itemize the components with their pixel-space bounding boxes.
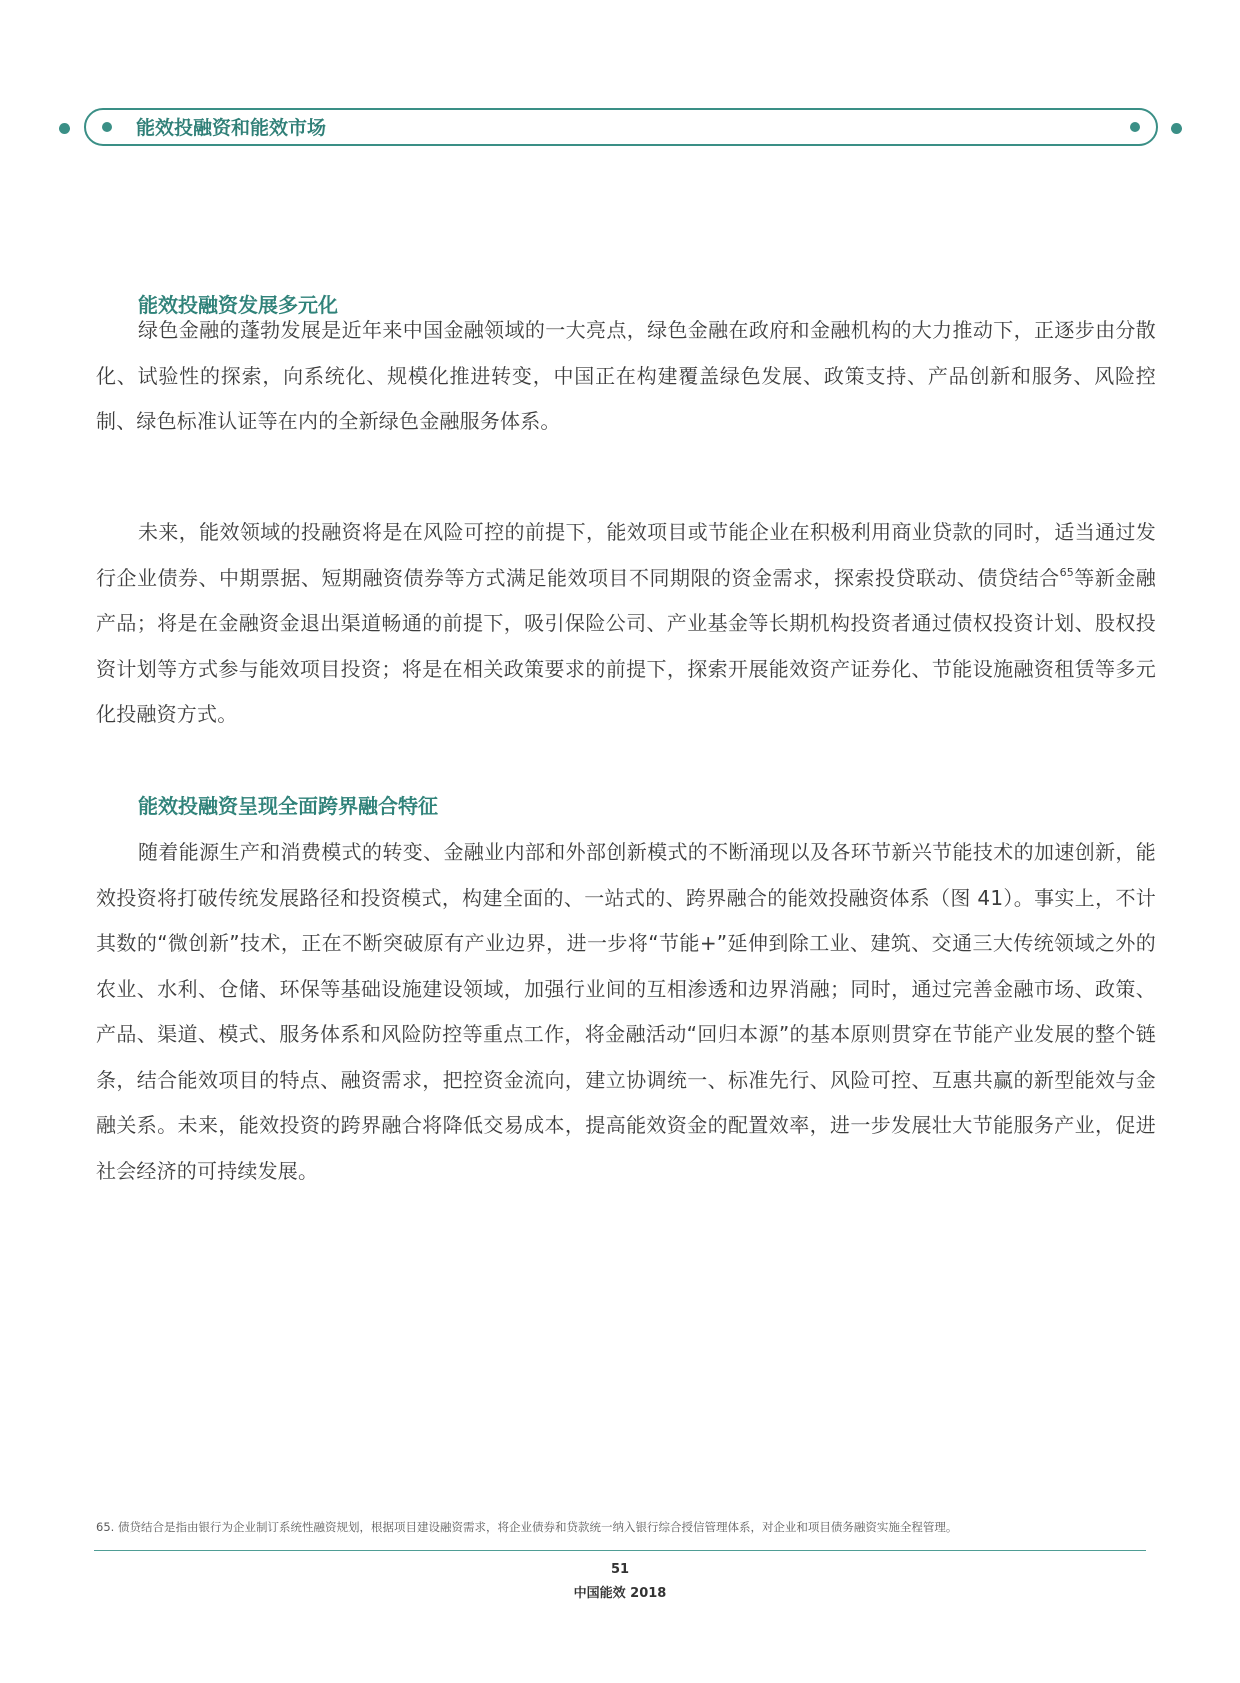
page-number: 51 xyxy=(610,1562,630,1577)
running-header xyxy=(0,108,1240,150)
paragraph-green-finance: 绿色金融的蓬勃发展是近年来中国金融领域的一大亮点，绿色金融在政府和金融机构的大力推动下，正逐步由分散化、试验性的探索，向系统化、规模化推进转变，中国正在构建覆盖绿色发展、政策支持、产品创新和服务、风险控制、绿色标准认证等在内的全新绿色金融服务体系。 xyxy=(96,318,1156,433)
paragraph-text-part: 等新金融产品；将是在金融资金退出渠道畅通的前提下，吸引保险公司、产业基金等长期机构投资者通过债权投资计划、股权投资计划等方式参与能效项目投资；将是在相关政策要求的前提下，探索开展能效资产证券化、节能设施融资租赁等多元化投融资方式。 xyxy=(96,565,1156,726)
header-right-dot-icon xyxy=(1171,123,1182,134)
paragraph-future-financing xyxy=(96,510,1156,738)
footnote-ref-65[interactable]: 65 xyxy=(1059,565,1074,579)
footer-divider xyxy=(94,1550,1146,1551)
publication-title: 中国能效 2018 xyxy=(573,1586,667,1601)
paragraph-cross-border-integration: 随着能源生产和消费模式的转变、金融业内部和外部创新模式的不断涌现以及各环节新兴节能技术的加速创新，能效投资将打破传统发展路径和投资模式，构建全面的、一站式的、跨界融合的能效投融资体系（图 41）。事实上，不计其数的“微创新”技术，正在不断突破原有产业边界，进一步将“节能+”延伸到除工业、建筑、交通三大传统领域之外的农业、水利、仓储、环保等基础设施建设领域，加强行业间的互相渗透和边界消融；同时，通过完善金融市场、政策、产品、渠道、模式、服务体系和风险防控等重点工作，将金融活动“回归本源”的基本原则贯穿在节能产业发展的整个链条，结合能效项目的特点、融资需求，把控资金流向，建立协调统一、标准先行、风险可控、互惠共赢的新型能效与金融关系。未来，能效投资的跨界融合将降低交易成本，提高能效资金的配置效率，进一步发展壮大节能服务产业，促进社会经济的可持续发展。 xyxy=(96,840,1156,1183)
chapter-title: 能效投融资和能效市场 xyxy=(136,117,327,139)
footnote-65: 65. 债贷结合是指由银行为企业制订系统性融资规划，根据项目建设融资需求，将企业债券和贷款统一纳入银行综合授信管理体系，对企业和项目债务融资实施全程管理。 xyxy=(96,1520,958,1534)
paragraph-text-part: 未来，能效领域的投融资将是在风险可控的前提下，能效项目或节能企业在积极利用商业贷款的同时，适当通过发行企业债券、中期票据、短期融资债券等方式满足能效项目不同期限的资金需求，探索投贷联动、债贷结合 xyxy=(96,520,1156,590)
section-heading-cross-border: 能效投融资呈现全面跨界融合特征 xyxy=(138,794,438,818)
pill-right-dot-icon xyxy=(1130,122,1140,132)
header-pill xyxy=(84,108,1158,146)
pill-left-dot-icon xyxy=(102,122,112,132)
header-left-dot-icon xyxy=(59,123,70,134)
section-heading-diversification: 能效投融资发展多元化 xyxy=(138,293,338,317)
